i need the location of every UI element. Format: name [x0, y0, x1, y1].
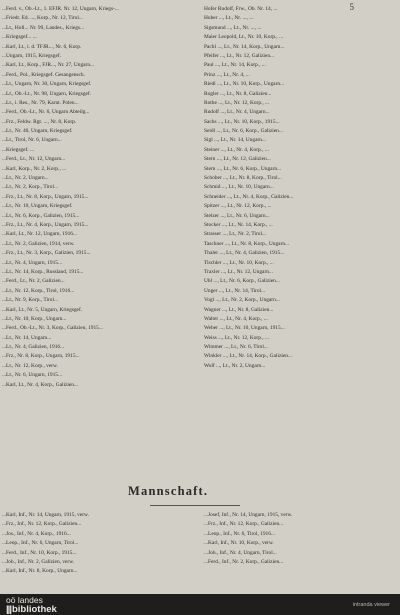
roster-entry: ...Ferd., Lt., Nr. 2, Galizien... [2, 278, 65, 285]
roster-entry: ...Lt., Nr. 10, Ungarn, Kriegsgef. [2, 203, 73, 210]
roster-entry: ...Lt., Nr. 9, Korp., Tirol... [2, 297, 59, 304]
roster-entry: ...Karl, Lt., Nr. 5, Ungarn, Kriegsgef. [2, 306, 83, 313]
roster-entry: ...Karl, Lt., Nr. 4, Korp., Galizien... [2, 381, 79, 388]
crew-left-column [2, 512, 170, 578]
roster-entry: Weber ..., Lt., Nr. 10, Ungarn, 1915... [204, 325, 285, 332]
roster-entry: ...Ferd., Ob.-Lt., Nr. 3, Korp., Galizien, 1915... [2, 325, 103, 332]
roster-entry: ...Lt., Nr. 6, Ungarn, 1915... [2, 372, 63, 379]
roster-entry: ...Karl, Lt., i. d. TFJR..., Nr. 6, Korp. [2, 43, 82, 50]
roster-entry: Uhl ..., Lt., Nr. 6, Korp., Galizien... [204, 278, 280, 285]
roster-entry: ...Lt., Nr. 14, Ungarn... [2, 334, 52, 341]
crew-entry: ...Leop., Inf., Nr. 6, Tirol, 1916... [204, 530, 275, 537]
crew-entry: ...Karl, Inf., Nr. 14, Ungarn, 1915, verw. [2, 512, 89, 518]
roster-entry: ...Lt., Ungarn, Nr. 30, Ungarn, Kriegsgef. [2, 81, 92, 88]
crew-right-column [204, 512, 372, 568]
roster-entry: Vogl ..., Lt., Nr. 2, Korp., Ungarn... [204, 297, 280, 304]
logo-line-1: oö landes [6, 594, 43, 605]
roster-entry: Rogler ..., Lt., Nr. 8, Galizien... [204, 90, 272, 97]
roster-entry: ...Ferd. v., Ob.-Lt., 1. EFJR. Nr. 12, Ungarn, Kriegs-... [2, 6, 119, 12]
roster-entry: Traxler ..., Lt., Nr. 12, Ungarn... [204, 268, 273, 275]
roster-entry: ...Lt., Nr. 2, Ungarn... [2, 175, 49, 182]
roster-entry: ...Lt., Nr. 2, Korp., Tirol... [2, 184, 59, 191]
roster-entry: ...Friedr. Ed. ..., Korp., Nr. 12, Tirol... [2, 15, 83, 22]
roster-entry: Unger ..., Lt., Nr. 14, Tirol... [204, 287, 266, 294]
roster-entry: ...Karl, Lt., Nr. 12, Ungarn, 1916... [2, 231, 78, 238]
crew-entry: ...Joh., Inf., Nr. 2, Galizien, verw. [2, 558, 75, 565]
roster-entry: ...Frz., Feldw. Rgt. ..., Nr. 8, Korp. [2, 118, 77, 125]
crew-entry: ...Josef, Inf., Nr. 14, Ungarn, 1915, verw. [204, 512, 293, 518]
roster-entry: ...Lt., Ob.-Lt., Nr. 98, Ungarn, Kriegsgef. [2, 90, 92, 97]
roster-entry: ...Lt., Tirol, Nr. 6, Ungarn... [2, 137, 62, 144]
roster-entry: ...Lt., Nr. 12, Korp., verw. [2, 362, 58, 369]
roster-entry: Huber ..., Lt., Nr. ..., ... [204, 15, 254, 22]
roster-entry: ...Lt., Nr. 14, Korp., Russland, 1915... [2, 268, 84, 275]
roster-entry: ...Frz., Lt., Nr. 8, Korp., Ungarn, 1915... [2, 193, 89, 200]
roster-entry: ...Kriegsgef... ... [2, 34, 37, 41]
crew-entry: ...Ferd., Inf., Nr. 10, Korp., 1915... [2, 549, 77, 556]
roster-entry: Seidl ..., Lt., Nr. 6, Korp., Galizien... [204, 128, 283, 135]
roster-entry: Schober ..., Lt., Nr. 8, Korp., Tirol... [204, 175, 282, 182]
roster-entry: Spitzer ..., Lt., Nr. 12, Korp., ... [204, 203, 272, 210]
roster-entry: ...Lt., Nr. 46, Ungarn, Kriegsgef. [2, 128, 73, 135]
roster-entry: ...Lt., Nr. 4, Galizien, 1916... [2, 344, 65, 351]
roster-entry: Steiner ..., Lt., Nr. 4, Korp., ... [204, 146, 269, 153]
roster-entry: Wagner ..., Lt., Nr. 8, Galizien... [204, 306, 274, 313]
roster-entry: ...Frz., Lt., Nr. 4, Korp., Ungarn, 1915... [2, 221, 89, 228]
roster-entry: Sachs ..., Lt., Nr. 10, Korp., 1915... [204, 118, 280, 125]
roster-entry: Stern ..., Lt., Nr. 6, Korp., Ungarn... [204, 165, 282, 172]
crew-entry: ...Jos., Inf., Nr. 4, Korp., 1916... [2, 530, 71, 537]
roster-entry: Pfeifer ..., Lt., Nr. 12, Galizien... [204, 52, 275, 59]
crew-entry: ...Karl, Inf., Nr. 8, Korp., Ungarn... [2, 568, 78, 575]
left-column [2, 6, 170, 391]
roster-entry: Sigsmund ..., Lt., Nr. ..., ... [204, 24, 262, 31]
right-column [204, 6, 372, 372]
roster-entry: Riedl ..., Lt., Nr. 10, Korp., Ungarn... [204, 81, 285, 88]
bars-icon: ||| [6, 603, 11, 615]
roster-entry: Stelzer ..., Lt., Nr. 6, Ungarn... [204, 212, 270, 219]
crew-entry: ...Joh., Inf., Nr. 4, Ungarn, Tirol... [204, 549, 277, 556]
roster-entry: ...Frz., Lt., Nr. 3, Korp., Galizien, 1915... [2, 250, 91, 257]
viewer-footer [0, 594, 400, 615]
roster-entry: Pachl ..., Lt., Nr. 14, Korp., Ungarn... [204, 43, 285, 50]
roster-entry: Stern ..., Lt., Nr. 12, Galizien... [204, 156, 271, 163]
roster-entry: Weiss ..., Lt., Nr. 12, Korp., ... [204, 334, 269, 341]
library-logo[interactable] [0, 596, 57, 614]
roster-entry: Hofer Rudolf, Frw., Ob. Nr. 14, ... [204, 6, 278, 12]
roster-entry: ...Ferd., Lt., Nr. 12, Ungarn... [2, 156, 66, 163]
roster-entry: Paul ..., Lt., Nr. 14, Korp., ... [204, 62, 266, 69]
roster-entry: Taschner ..., Lt., Nr. 8, Korp., Ungarn... [204, 240, 290, 247]
viewer-label[interactable]: intranda viewer [352, 601, 390, 608]
page-number: 5 [349, 2, 354, 12]
crew-entry: ...Frz., Inf., Nr. 12, Korp., Galizien... [2, 521, 82, 528]
roster-entry: Schneider ..., Lt., Nr. 4, Korp., Galizien... [204, 193, 294, 200]
roster-entry: ...Lt., Nr. 12, Korp., Tirol, 1916... [2, 287, 75, 294]
roster-entry: ...Karl, Korp., Nr. 2, Korp., ... [2, 165, 67, 172]
roster-entry: Strasser ..., Lt., Nr. 2, Tirol... [204, 231, 266, 238]
roster-entry: Schmid ..., Lt., Nr. 10, Ungarn... [204, 184, 274, 191]
roster-entry: Walter ..., Lt., Nr. 4, Korp., ... [204, 315, 268, 322]
crew-entry: ...Karl, Inf., Nr. 10, Korp., verw. [204, 540, 274, 547]
roster-entry: Rothe ..., Lt., Nr. 12, Korp., ... [204, 99, 270, 106]
crew-entry: ...Leop., Inf., Nr. 6, Ungarn, Tirol... [2, 540, 79, 547]
roster-entry: ...Lt., Nr. 10, Korp., Ungarn... [2, 315, 67, 322]
roster-entry: ...Ferd., Pol., Kriegsgef. Gesangensch. [2, 71, 85, 78]
roster-entry: Stocker ..., Lt., Nr. 14, Korp., ... [204, 221, 273, 228]
roster-entry: Rudolf ..., Lt., Nr. 4, Ungarn... [204, 109, 270, 116]
roster-entry: ...Lt., Nr. 4, Ungarn, 1915... [2, 259, 63, 266]
crew-entry: ...Ferd., Inf., Nr. 2, Korp., Galizien... [204, 558, 284, 565]
roster-entry: ...Ungarn, 1915, Kriegsgef. [2, 52, 61, 59]
roster-entry: Wimmer ..., Lt., Nr. 6, Tirol... [204, 344, 268, 351]
roster-entry: ...Karl, Lt., Korp., FJR..., Nr. 27, Ungarn... [2, 62, 95, 69]
section-title-mannschaft: Mannschaft. [128, 484, 209, 498]
roster-entry: Wolf ..., Lt., Nr. 2, Ungarn... [204, 362, 266, 369]
roster-entry: Maier Leopold, Lt., Nr. 10, Korp., ... [204, 34, 284, 41]
roster-entry: ...Lt., Nr. 6, Korp., Galizien, 1915... [2, 212, 80, 219]
roster-entry: Prinz ..., Lt., Nr. 4, ... [204, 71, 250, 78]
crew-entry: ...Frz., Inf., Nr. 12, Korp., Galizien... [204, 521, 284, 528]
section-divider [150, 505, 240, 506]
roster-entry: Sigl ..., Lt., Nr. 14, Ungarn... [204, 137, 266, 144]
roster-entry: ...Kriegsgef. ... [2, 146, 35, 153]
roster-entry: Tischler ..., Lt., Nr. 10, Korp., ... [204, 259, 274, 266]
roster-entry: Winkler ..., Lt., Nr. 14, Korp., Galizien... [204, 353, 292, 360]
roster-entry: ...Lt., i. Res., Nr. 79, Karnt. Polen... [2, 99, 79, 106]
roster-entry: Thaler ..., Lt., Nr. 4, Galizien, 1915... [204, 250, 285, 257]
logo-line-2: bibliothek [11, 603, 57, 615]
roster-entry: ...Lt., Holl... Nr. 99, Landes., Kriegs... [2, 24, 85, 31]
roster-entry: ...Ferd., Ob.-Lt., Nr. 6, Ungarn Abteilg... [2, 109, 90, 116]
roster-entry: ...Lt., Nr. 2, Galizien, 1914, verw. [2, 240, 75, 247]
roster-entry: ...Frz., Nr. 8, Korp., Ungarn, 1915... [2, 353, 80, 360]
